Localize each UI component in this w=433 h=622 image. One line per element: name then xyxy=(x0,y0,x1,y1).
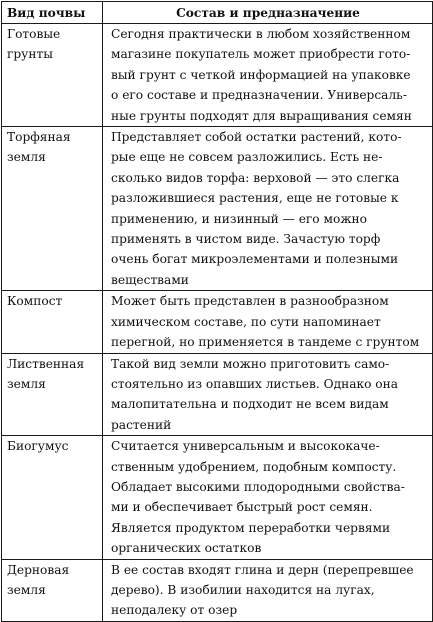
description-cell xyxy=(103,559,433,621)
description-line: разложившиеся растения, еще не готовые к xyxy=(111,191,399,206)
description-line: сколько видов торфа: верховой — это слегка xyxy=(111,170,400,185)
column-header-soil-type: Вид почвы xyxy=(2,2,103,24)
soil-type-line: Лиственная xyxy=(7,356,85,371)
soil-type-line: Торфяная xyxy=(7,130,71,145)
description-line: Представляет собой остатки растений, кото- xyxy=(111,130,402,145)
description-line: очень богат микроэлементами и полезными xyxy=(111,252,399,267)
soil-type-cell xyxy=(2,436,103,559)
soil-type-line: Биогумус xyxy=(7,439,69,454)
description-line: Такой вид земли можно приготовить само- xyxy=(111,356,390,371)
soil-type-line: земля xyxy=(7,150,46,165)
description-line: химическом составе, по сути напоминает xyxy=(111,314,381,329)
soil-type-cell xyxy=(2,24,103,127)
description-line: применять в чистом виде. Зачастую торф xyxy=(111,232,381,247)
description-line: органических остатков xyxy=(111,541,262,556)
column-header-composition: Состав и предназначение xyxy=(103,2,433,24)
table-row xyxy=(2,436,433,559)
soil-type-cell xyxy=(2,127,103,291)
description-line: ми и обеспечивает быстрый рост семян. xyxy=(111,500,373,515)
description-line: вый грунт с четкой информацией на упаковке xyxy=(111,67,411,82)
soil-type-line: Готовые xyxy=(7,27,61,41)
description-line: веществами xyxy=(111,272,189,287)
description-line: малопитательна и подходит не всем видам xyxy=(111,397,389,412)
description-cell xyxy=(103,291,433,353)
soil-type-cell xyxy=(2,353,103,436)
description-line: Сегодня практически в любом хозяйственном xyxy=(111,27,411,41)
description-line: рые еще не совсем разложились. Есть не- xyxy=(111,150,383,165)
description-line: Считается универсальным и высококаче- xyxy=(111,439,380,454)
description-cell xyxy=(103,127,433,291)
table-row xyxy=(2,291,433,353)
table-header-row xyxy=(2,2,433,24)
soil-type-cell xyxy=(2,559,103,621)
soil-type-line: земля xyxy=(7,582,46,597)
description-line: ные грунты подходят для выращивания семян xyxy=(111,108,412,123)
table-row xyxy=(2,127,433,291)
description-line: дерево). В изобилии находится на лугах, xyxy=(111,582,375,597)
description-line: стоятельно из опавших листьев. Однако она xyxy=(111,376,399,391)
description-line: Может быть представлен в разнообразном xyxy=(111,294,389,309)
table-row xyxy=(2,353,433,436)
description-cell xyxy=(103,353,433,436)
description-line: о его составе и предназначении. Универсаль- xyxy=(111,88,407,103)
description-line: Является продуктом переработки червями xyxy=(111,520,391,535)
soil-type-line: Компост xyxy=(7,294,63,309)
soil-table-container xyxy=(1,1,432,622)
soil-type-line: Дерновая xyxy=(7,562,70,577)
description-line: применению, и низинный — его можно xyxy=(111,211,367,226)
soil-type-line: земля xyxy=(7,376,46,391)
description-line: растений xyxy=(111,417,172,432)
description-line: ственным удобрением, подобным компосту. xyxy=(111,459,397,474)
description-line: перегной, но применяется в тандеме с грунтом xyxy=(111,335,420,350)
table-row xyxy=(2,24,433,127)
description-line: Обладает высокими плодородными свойства- xyxy=(111,479,405,494)
soil-type-cell xyxy=(2,291,103,353)
description-line: В ее состав входят глина и дерн (перепревшее xyxy=(111,562,414,577)
table-row xyxy=(2,559,433,621)
description-cell xyxy=(103,436,433,559)
soil-types-table xyxy=(1,1,433,622)
description-cell xyxy=(103,24,433,127)
description-line: магазине покупатель может приобрести гото- xyxy=(111,47,411,62)
description-line: неподалеку от озер xyxy=(111,603,238,618)
soil-type-line: грунты xyxy=(7,47,53,62)
